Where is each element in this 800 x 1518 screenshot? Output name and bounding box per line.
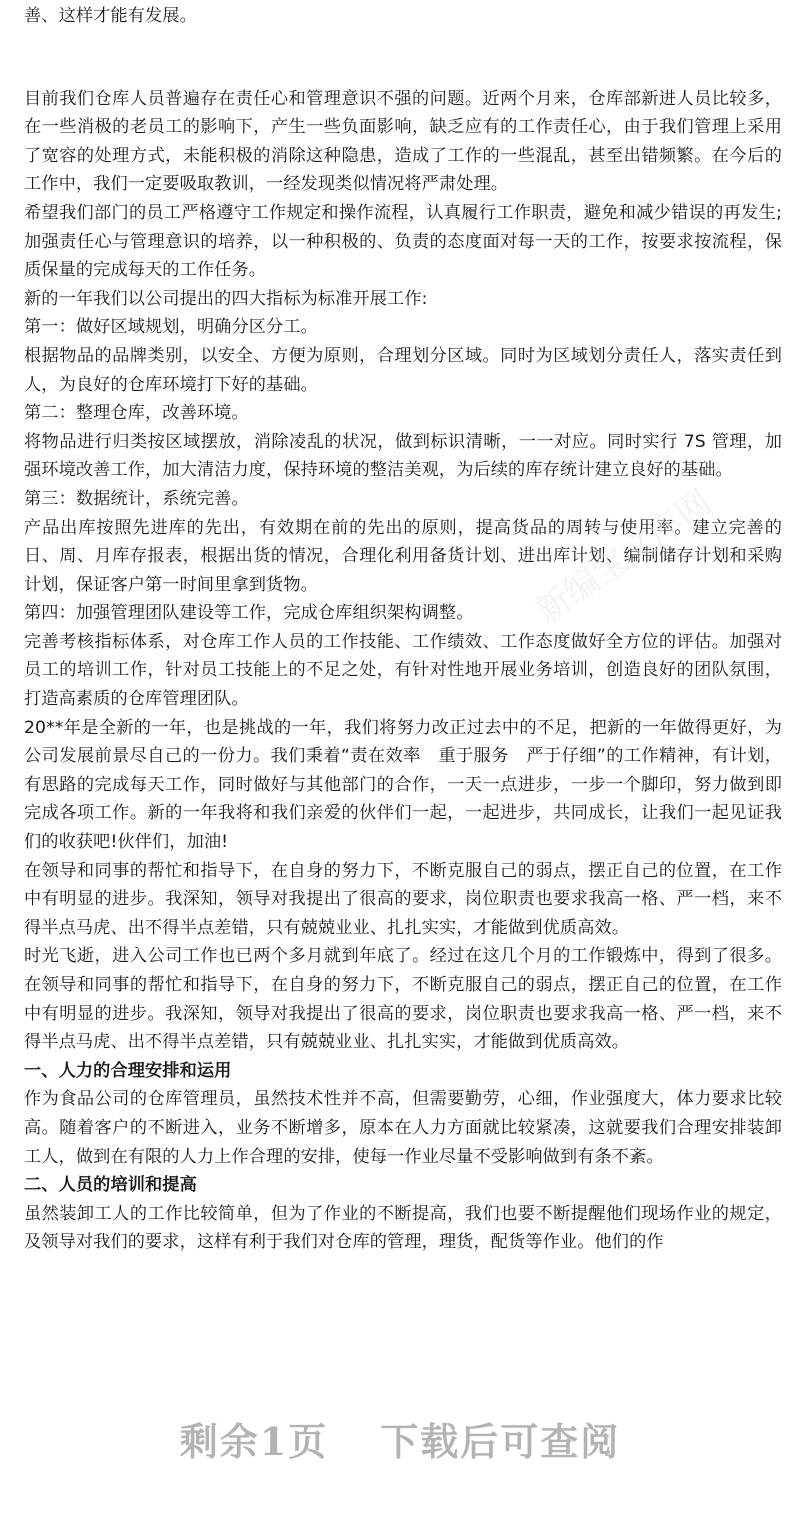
paragraph: 在领导和同事的帮忙和指导下，在自身的努力下，不断克服自己的弱点，摆正自己的位置，在工作中有明显的进步。我深知，领导对我提出了很高的要求，岗位职责也要求我高一格、严一档，来不得半点马虎、出不得半点差错，只有兢兢业业、扎扎实实，才能做到优质高效。 — [24, 860, 782, 938]
paragraph: 虽然装卸工人的工作比较简单，但为了作业的不断提高，我们也要不断提醒他们现场作业的规定，及领导对我们的要求，这样有利于我们对仓库的管理，理货，配货等作业。他们的作 — [24, 1203, 782, 1253]
watermark: 新编宝文库网 — [528, 482, 720, 633]
paragraph: 第四：加强管理团队建设等工作，完成仓库组织架构调整。 — [24, 603, 474, 624]
paragraph: 产品出库按照先进库的先出，有效期在前的先出的原则，提高货品的周转与使用率。建立完善的日、周、月库存报表，根据出货的情况，合理化利用备货计划、进出库计划、编制储存计划和采购计划，保证客户第一时间里拿到货物。 — [24, 517, 782, 595]
paragraph: 新的一年我们以公司提出的四大指标为标准开展工作: — [24, 288, 428, 309]
paragraph: 将物品进行归类按区域摆放，消除凌乱的状况，做到标识清晰，一一对应。同时实行 7S 管理，加强环境改善工作，加大清洁力度，保持环境的整洁美观，为后续的库存统计建立良好的基础。 — [24, 431, 782, 481]
download-hint-label: 下载后可查阅 — [380, 1419, 621, 1464]
paragraph: 完善考核指标体系，对仓库工作人员的工作技能、工作绩效、工作态度做好全方位的评估。加强对员工的培训工作，针对员工技能上的不足之处，有针对性地开展业务培训，创造良好的团队氛围，打造高素质的仓库管理团队。 — [24, 631, 782, 710]
paragraph: 希望我们部门的员工严格遵守工作规定和操作流程，认真履行工作职责，避免和减少错误的再发生;加强责任心与管理意识的培养，以一种积极的、负责的态度面对每一天的工作，按要求按流程，保质保量的完成每天的工作任务。 — [24, 202, 782, 281]
remaining-pages-label: 剩余1页 — [179, 1419, 329, 1464]
section-heading: 二、人员的培训和提高 — [24, 1175, 197, 1196]
paragraph: 20**年是全新的一年，也是挑战的一年，我们将努力改正过去中的不足，把新的一年做得更好，为公司发展前景尽自己的一份力。我们秉着“责在效率 重于服务 严于仔细”的工作精神，有计划，有思路的完成每天工作，同时做好与其他部门的合作，一天一点进步，一步一个脚印，努力做到即完成各项工作。新的一年我将和我们亲爱的伙伴们一起，一起进步，共同成长，让我们一起见证我们的收获吧!伙伴们，加油! — [24, 717, 782, 853]
paragraph: 作为食品公司的仓库管理员，虽然技术性并不高，但需要勤劳，心细，作业强度大，体力要求比较高。随着客户的不断进入，业务不断增多，原本在人力方面就比较紧凑，这就要我们合理安排装卸工人，做到在有限的人力上作合理的安排，使每一作业尽量不受影响做到有条不紊。 — [24, 1089, 782, 1167]
paragraph: 时光飞逝，进入公司工作也已两个多月就到年底了。经过在这几个月的工作锻炼中，得到了很多。在领导和同事的帮忙和指导下，在自身的努力下，不断克服自己的弱点，摆正自己的位置，在工作中有明显的进步。我深知，领导对我提出了很高的要求，岗位职责也要求我高一格、严一档，来不得半点马虎、出不得半点差错，只有兢兢业业、扎扎实实，才能做到优质高效。 — [24, 946, 782, 1053]
paragraph: 目前我们仓库人员普遍存在责任心和管理意识不强的问题。近两个月来，仓库部新进人员比较多，在一些消极的老员工的影响下，产生一些负面影响，缺乏应有的工作责任心，由于我们管理上采用了宽容的处理方式，未能积极的消除这种隐患，造成了工作的一些混乱，甚至出错频繁。在今后的工作中，我们一定要吸取教训，一经发现类似情况将严肃处理。 — [24, 88, 782, 195]
paragraph: 第二：整理仓库，改善环境。 — [24, 403, 249, 424]
download-notice[interactable] — [0, 1412, 800, 1472]
section-heading: 一、人力的合理安排和运用 — [24, 1060, 232, 1081]
paragraph: 善、这样才能有发展。 — [24, 6, 197, 26]
paragraph: 第一：做好区域规划，明确分区分工。 — [24, 317, 318, 338]
paragraph: 第三：数据统计，系统完善。 — [24, 488, 249, 509]
document-body — [24, 0, 782, 1257]
paragraph: 根据物品的品牌类别，以安全、方便为原则，合理划分区域。同时为区域划分责任人，落实责任到人，为良好的仓库环境打下好的基础。 — [24, 345, 782, 395]
